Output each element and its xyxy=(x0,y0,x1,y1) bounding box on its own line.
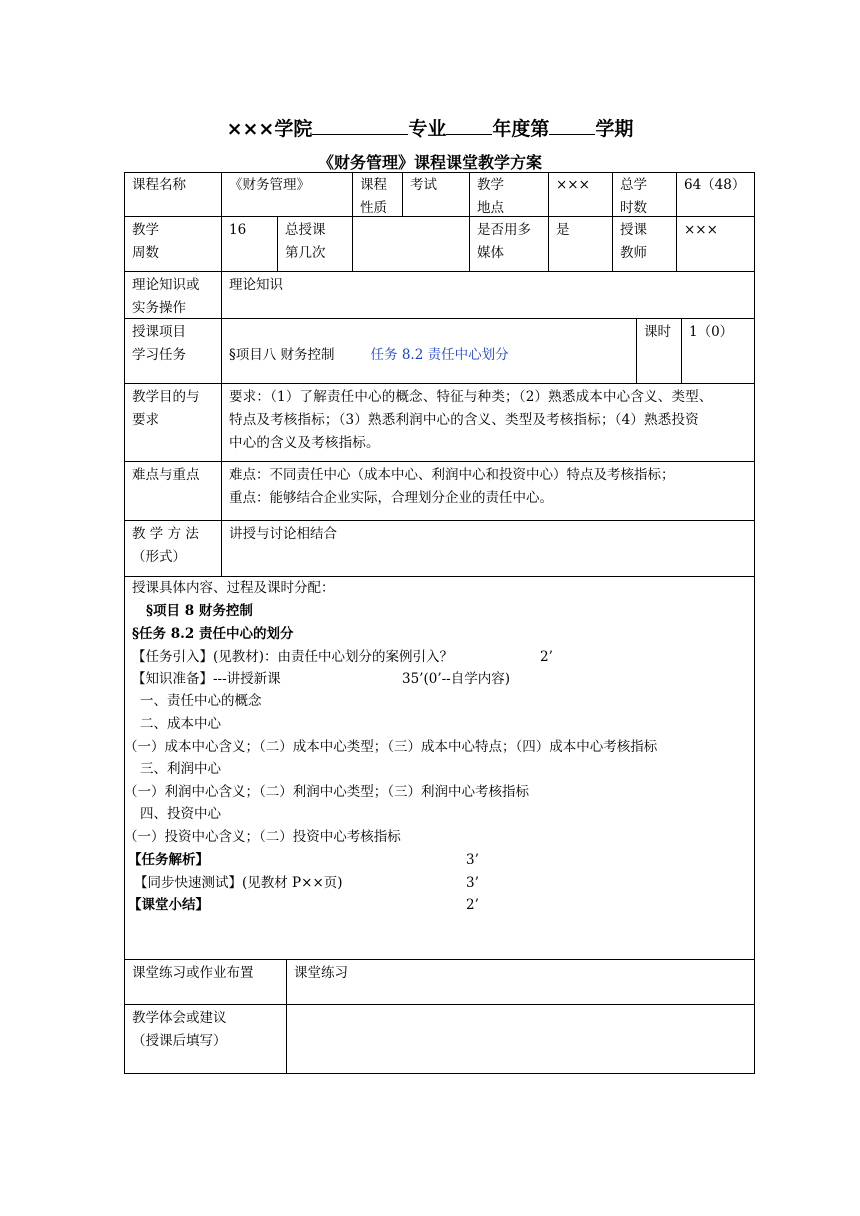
task-analysis: 【任务解析】 xyxy=(128,852,209,868)
session-number-label: 总授课 第几次 xyxy=(285,222,326,261)
sync-quiz-time: 3’ xyxy=(466,875,479,891)
row-separator xyxy=(124,271,755,272)
multimedia-label: 是否用多 媒体 xyxy=(477,222,531,261)
content-project: §项目 8 财务控制 xyxy=(146,603,253,619)
year-blank xyxy=(446,116,492,135)
document-header xyxy=(0,114,860,141)
item-cost-center-detail: （一）成本中心含义；（二）成本中心类型；（三）成本中心特点；（四）成本中心考核指标 xyxy=(124,739,658,755)
teaching-weeks-value: 16 xyxy=(229,222,247,238)
reflection-field[interactable] xyxy=(286,1005,754,1073)
document-subtitle: 《财务管理》课程课堂教学方案 xyxy=(317,153,542,172)
task-name: 任务 8.2 责任中心划分 xyxy=(370,347,509,363)
period-label: 课时 xyxy=(644,324,671,340)
project-task-value xyxy=(221,342,517,369)
sync-quiz: 【同步快速测试】(见教材 P××页) xyxy=(134,875,343,891)
table-border-right xyxy=(754,172,755,1074)
term-label: 学期 xyxy=(595,118,634,140)
item-concept: 一、责任中心的概念 xyxy=(140,693,262,709)
method-label: 教 学 方 法 （形式） xyxy=(132,526,199,565)
class-summary-time: 2’ xyxy=(466,897,479,913)
table-border-bottom xyxy=(124,1073,755,1074)
location-label: 教学 地点 xyxy=(477,177,504,216)
homework-value: 课堂练习 xyxy=(294,965,348,981)
reflection-label: 教学体会或建议 （授课后填写） xyxy=(132,1010,227,1049)
key-points-value: 难点：不同责任中心（成本中心、利润中心和投资中心）特点及考核指标； 重点：能够结合企业实际，合理划分企业的责任中心。 xyxy=(229,467,675,506)
teaching-weeks-label: 教学 周数 xyxy=(132,222,159,261)
content-task: §任务 8.2 责任中心的划分 xyxy=(132,626,294,642)
row-separator xyxy=(124,520,755,521)
row-separator xyxy=(124,216,755,217)
total-hours-label: 总学 时数 xyxy=(620,177,647,216)
college-name: ×××学院 xyxy=(226,118,313,140)
major-label: 专业 xyxy=(408,118,447,140)
task-intro: 【任务引入】(见教材)：由责任中心划分的案例引入？ xyxy=(132,649,454,665)
total-hours-value: 64（48） xyxy=(684,177,746,193)
item-investment-center: 四、投资中心 xyxy=(140,806,221,822)
project-name: §项目八 财务控制 xyxy=(229,347,335,363)
teacher-label: 授课 教师 xyxy=(620,222,647,261)
method-value: 讲授与讨论相结合 xyxy=(229,526,337,542)
term-blank xyxy=(549,116,595,135)
multimedia-value: 是 xyxy=(556,222,570,238)
content-intro: 授课具体内容、过程及课时分配： xyxy=(132,580,335,596)
item-investment-center-detail: （一）投资中心含义；（二）投资中心考核指标 xyxy=(124,829,401,845)
teacher-value: ××× xyxy=(684,222,718,238)
objectives-value: 要求：（1）了解责任中心的概念、特征与种类；（2）熟悉成本中心含义、类型、 特点及考核指标；（3）熟悉利润中心的含义、类型及考核指标；（4）熟悉投资 中心的含义及考核指标。 xyxy=(229,389,713,451)
item-cost-center: 二、成本中心 xyxy=(140,716,221,732)
period-value: 1（0） xyxy=(689,324,734,340)
objectives-label: 教学目的与 要求 xyxy=(132,389,200,428)
year-label: 年度第 xyxy=(492,118,550,140)
course-nature-label: 课程 性质 xyxy=(360,177,387,216)
course-nature-value: 考试 xyxy=(410,177,437,193)
key-points-label: 难点与重点 xyxy=(132,467,200,483)
knowledge-type-value: 理论知识 xyxy=(229,277,283,293)
knowledge-prep-time: 35’(0’--自学内容) xyxy=(402,671,511,687)
knowledge-type-label: 理论知识或 实务操作 xyxy=(132,277,200,316)
item-profit-center-detail: （一）利润中心含义；（二）利润中心类型；（三）利润中心考核指标 xyxy=(124,784,529,800)
session-number-value xyxy=(352,217,368,221)
location-value: ××× xyxy=(556,177,590,193)
course-name-value: 《财务管理》 xyxy=(229,177,310,193)
class-summary: 【课堂小结】 xyxy=(128,897,209,913)
project-task-label: 授课项目 学习任务 xyxy=(132,324,186,363)
task-intro-time: 2’ xyxy=(540,649,553,665)
course-name-label: 课程名称 xyxy=(132,177,186,193)
item-profit-center: 三、利润中心 xyxy=(140,761,221,777)
major-blank xyxy=(312,116,408,135)
task-analysis-time: 3’ xyxy=(466,852,479,868)
knowledge-prep: 【知识准备】---讲授新课 xyxy=(132,671,281,687)
homework-label: 课堂练习或作业布置 xyxy=(132,965,254,981)
